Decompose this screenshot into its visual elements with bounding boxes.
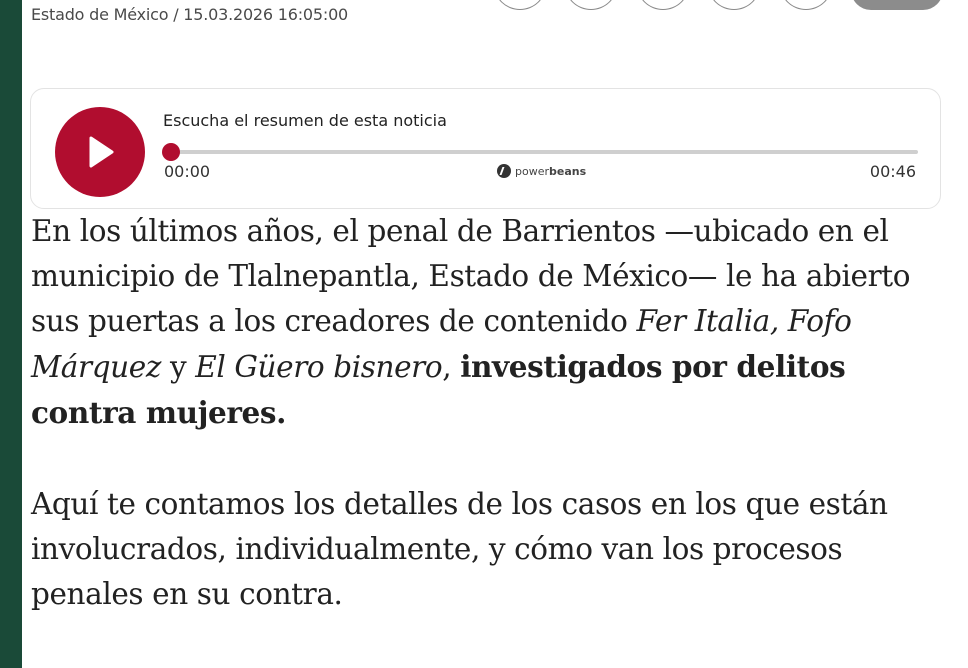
share-button-3[interactable] — [637, 0, 689, 10]
play-button[interactable] — [55, 107, 145, 197]
p1-comma: , — [442, 350, 461, 384]
share-button-5[interactable] — [780, 0, 832, 10]
progress-track[interactable] — [171, 150, 918, 154]
brand-suffix: beans — [549, 164, 587, 178]
p1-bold-text: investigados por delitos contra mujeres. — [31, 349, 846, 430]
p1-italic-names: Fer Italia, Fofo Márquez — [31, 304, 852, 384]
paragraph-2: Aquí te contamos los detalles de los casos en los que están involucrados, individualmente, y cómo van los procesos penales en su contra. — [31, 487, 888, 611]
article-body — [31, 209, 946, 663]
p1-conjunction: y — [160, 350, 196, 384]
dateline: Estado de México / 15.03.2026 16:05:00 — [31, 5, 349, 24]
powerbeans-logo — [497, 164, 586, 178]
follow-button[interactable] — [851, 0, 943, 10]
total-time: 00:46 — [869, 162, 916, 181]
powerbeans-icon — [497, 164, 511, 178]
brand-prefix: power — [515, 164, 549, 178]
paragraph-1 — [31, 209, 946, 436]
progress-thumb[interactable] — [162, 143, 180, 161]
player-title: Escucha el resumen de esta noticia — [163, 111, 447, 130]
share-button-2[interactable] — [565, 0, 617, 10]
share-button-1[interactable] — [494, 0, 546, 10]
p1-italic-name: El Güero bisnero — [195, 350, 443, 384]
left-accent-bar — [0, 0, 22, 668]
audio-player — [30, 88, 941, 209]
p1-text: En los últimos años, el penal de Barrientos —ubicado en el municipio de Tlalnepantla, Estado de México— le ha abierto sus puertas a los creadores de contenido — [31, 214, 911, 338]
current-time: 00:00 — [164, 162, 211, 181]
share-button-4[interactable] — [708, 0, 760, 10]
play-icon — [88, 136, 114, 168]
